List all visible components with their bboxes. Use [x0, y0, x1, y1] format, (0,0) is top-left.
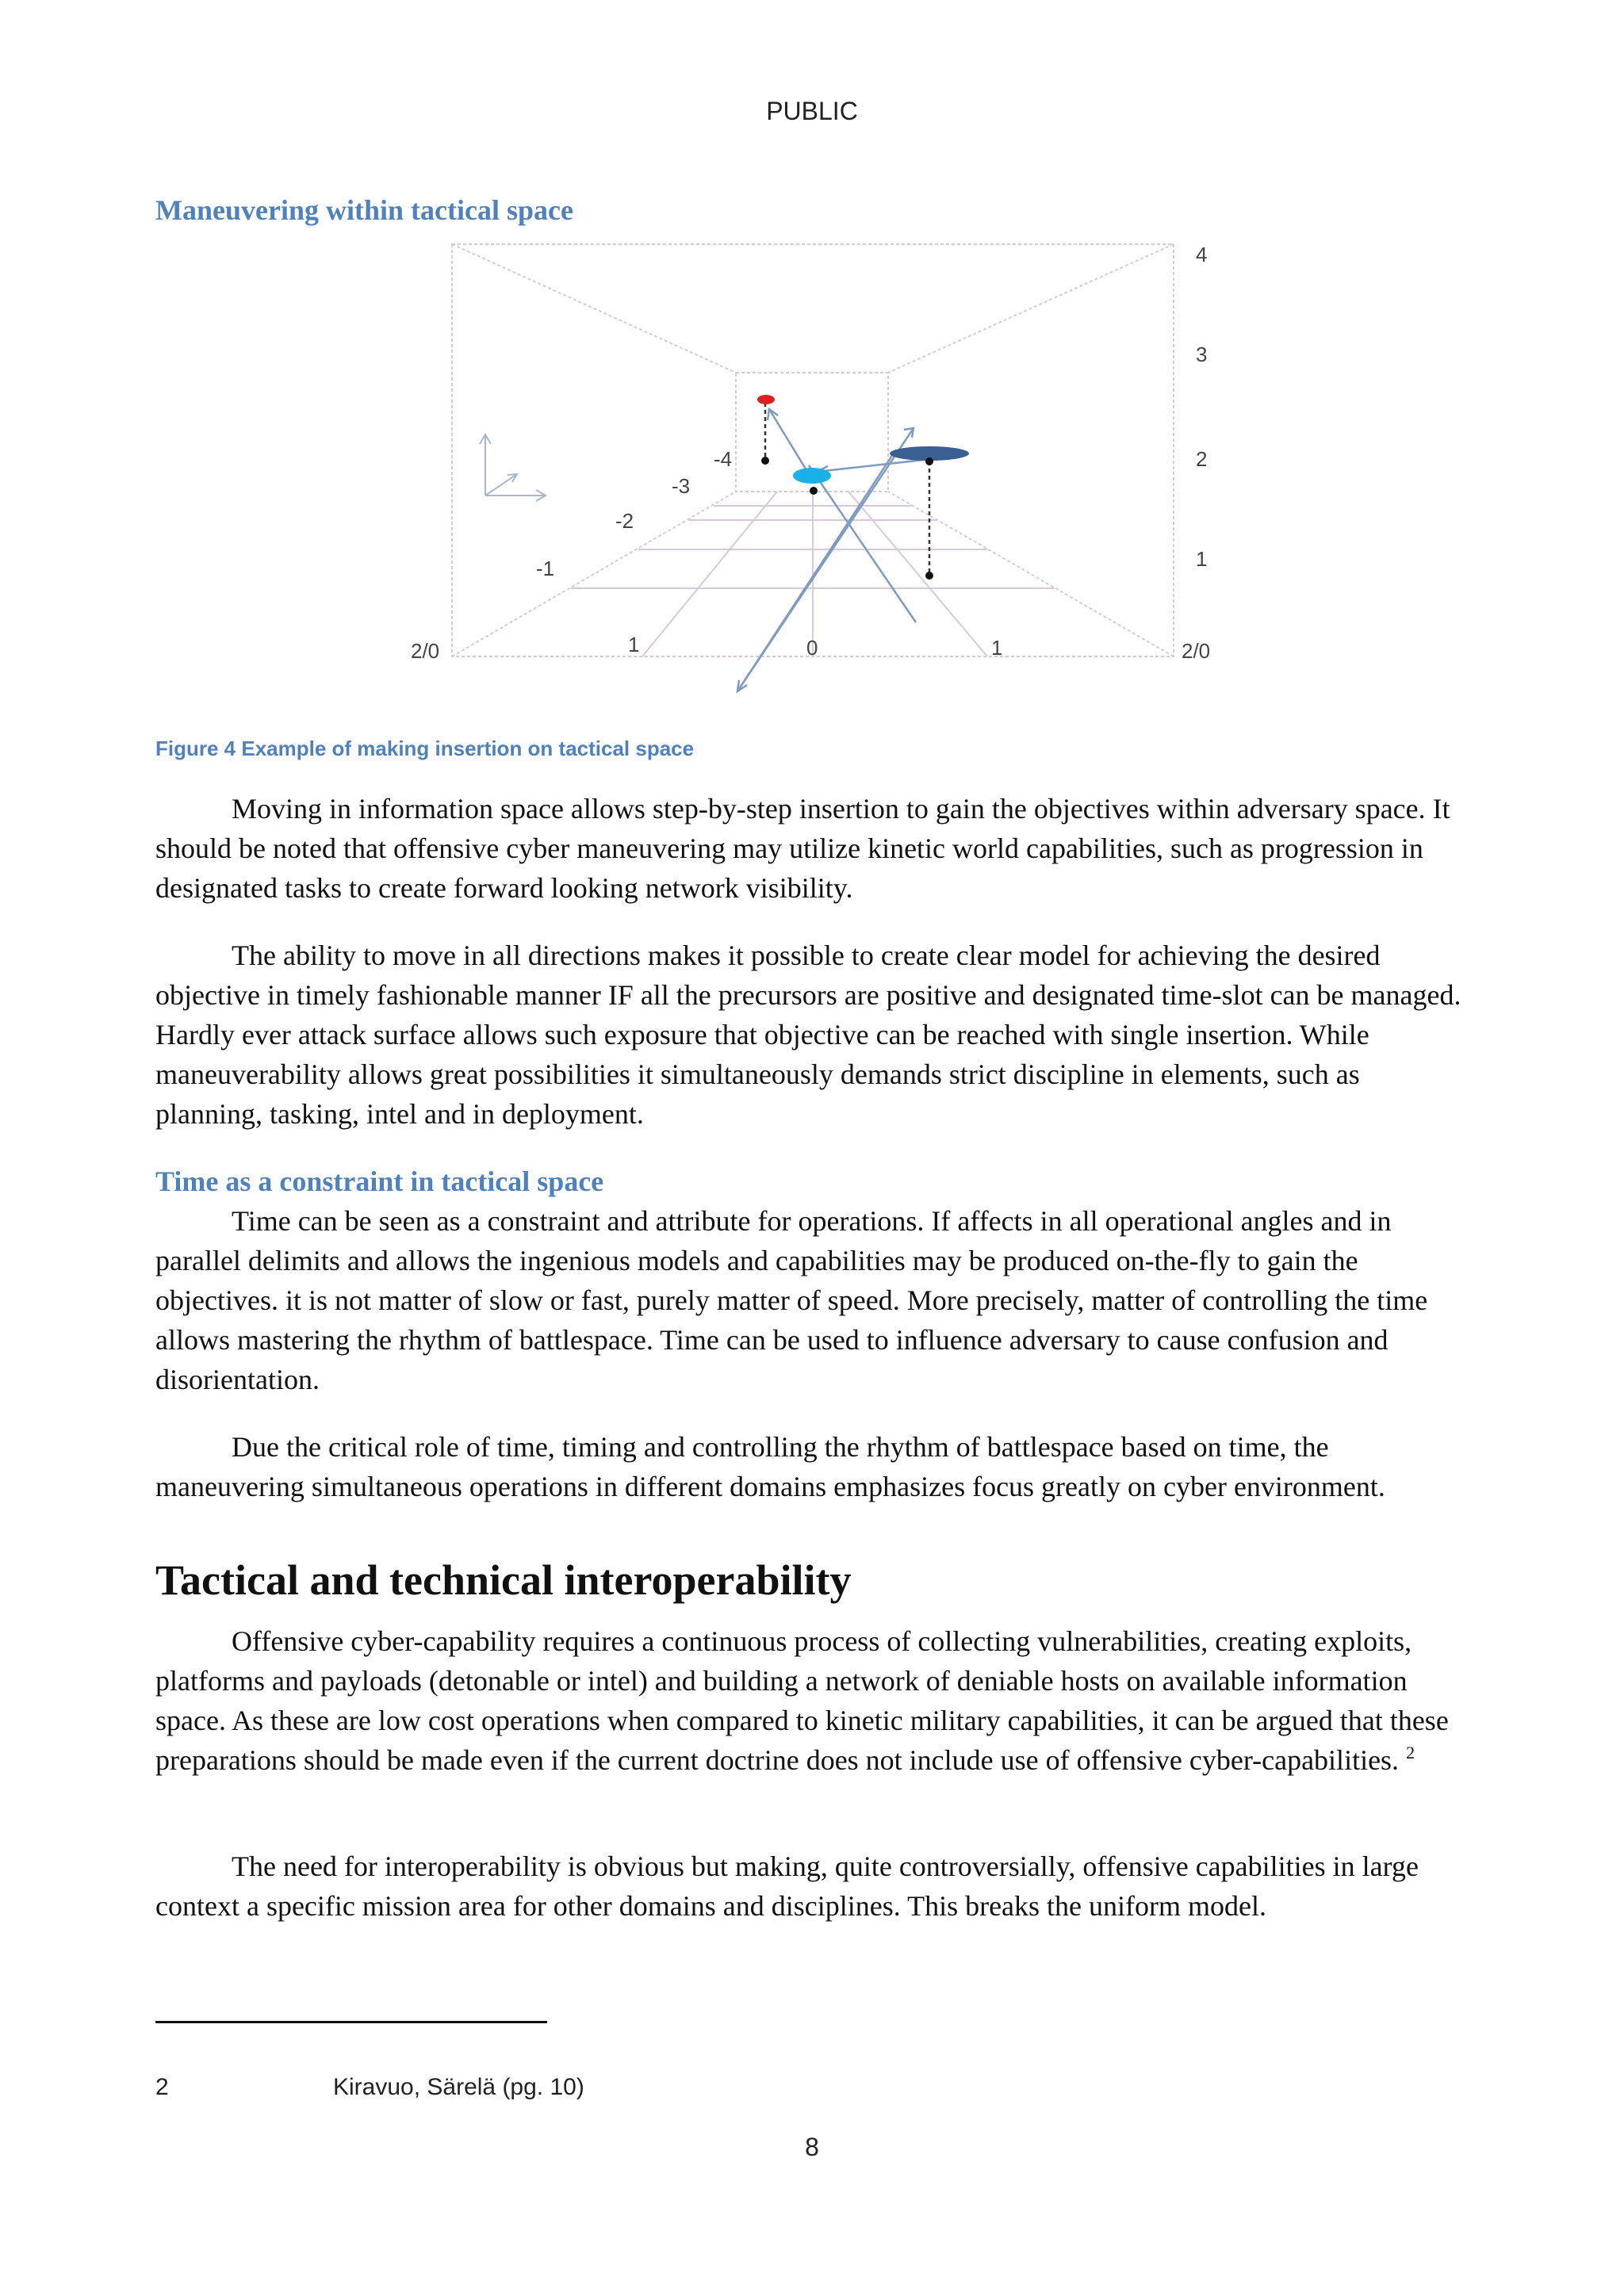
paragraph-5-text: Offensive cyber-capability requires a continuous process of collecting vulnerabilities, creating exploits, platforms and payloads (detonable or intel) and building a network of deniable hosts on available information space. As these are low cost operations when compared to kinetic military capabilities, it can be argued that these preparations should be made even if the current doctrine does not include use of offensive cyber-capabilities.	[155, 1625, 1449, 1776]
axis-label-right-3: 3	[1196, 342, 1208, 366]
paragraph-4: Due the critical role of time, timing and controlling the rhythm of battlespace based on time, the maneuvering simultaneous operations in different domains emphasizes focus greatly on cyber environment.	[155, 1431, 1385, 1502]
tactical-space-figure	[396, 230, 1269, 706]
axis-label-depth-minus-4: -4	[714, 447, 733, 471]
floor-grid	[571, 492, 1055, 656]
red-target-marker	[757, 395, 775, 404]
axis-label-bottom-1-right: 1	[991, 636, 1003, 660]
footnote-reference[interactable]: 2	[1406, 1743, 1415, 1762]
section-heading-interoperability: Tactical and technical interoperability	[155, 1556, 852, 1604]
axis-label-bottom-right: 2/0	[1182, 639, 1211, 663]
page-header: PUBLIC	[766, 97, 858, 125]
axis-label-depth-minus-2: -2	[615, 509, 634, 533]
axis-label-right-4: 4	[1196, 243, 1208, 266]
footnote-separator	[155, 2021, 547, 2023]
paragraph-6: The need for interoperability is obvious but making, quite controversially, offensive capabilities in large context a specific mission area for other domains and disciplines. This breaks the uniform model.	[155, 1850, 1419, 1922]
paragraph-1: Moving in information space allows step-by-step insertion to gain the objectives within adversary space. It should be noted that offensive cyber maneuvering may utilize kinetic world capabilities, such as progression in designated tasks to create forward looking network visibility.	[155, 793, 1450, 904]
axis-label-depth-minus-3: -3	[672, 474, 691, 498]
light-blue-position-marker	[793, 468, 831, 484]
axis-label-bottom-left: 2/0	[411, 639, 440, 663]
section-heading-time: Time as a constraint in tactical space	[155, 1165, 604, 1197]
section-heading-maneuvering: Maneuvering within tactical space	[155, 194, 573, 226]
footnote-text: Kiravuo, Särelä (pg. 10)	[333, 2074, 584, 2100]
page-number: 8	[805, 2133, 819, 2161]
axis-label-depth-minus-1: -1	[536, 557, 555, 580]
paragraph-3: Time can be seen as a constraint and attribute for operations. If affects in all operational angles and in parallel delimits and allows the ingenious models and capabilities may be produced on-the-fly to gain the objectives. it is not matter of slow or fast, purely matter of speed. More precisely, matter of controlling the time allows mastering the rhythm of battlespace. Time can be used to influence adversary to cause confusion and disorientation.	[155, 1205, 1428, 1395]
paragraph-2: The ability to move in all directions makes it possible to create clear model for achieving the desired objective in timely fashionable manner IF all the precursors are positive and designated time-slot can be managed. Hardly ever attack surface allows such exposure that objective can be reached with single insertion. While maneuverability allows great possibilities it simultaneously demands strict discipline in elements, such as planning, tasking, intel and in deployment.	[155, 939, 1461, 1130]
axis-label-right-1: 1	[1196, 547, 1208, 571]
axis-label-bottom-0: 0	[806, 636, 818, 660]
footnote-number: 2	[155, 2074, 169, 2100]
figure-caption: Figure 4 Example of making insertion on tactical space	[155, 737, 695, 760]
paragraph-5	[155, 1621, 1472, 1780]
axis-label-right-2: 2	[1196, 447, 1208, 471]
axis-label-bottom-1-left: 1	[628, 633, 640, 656]
orientation-axes	[480, 434, 546, 501]
